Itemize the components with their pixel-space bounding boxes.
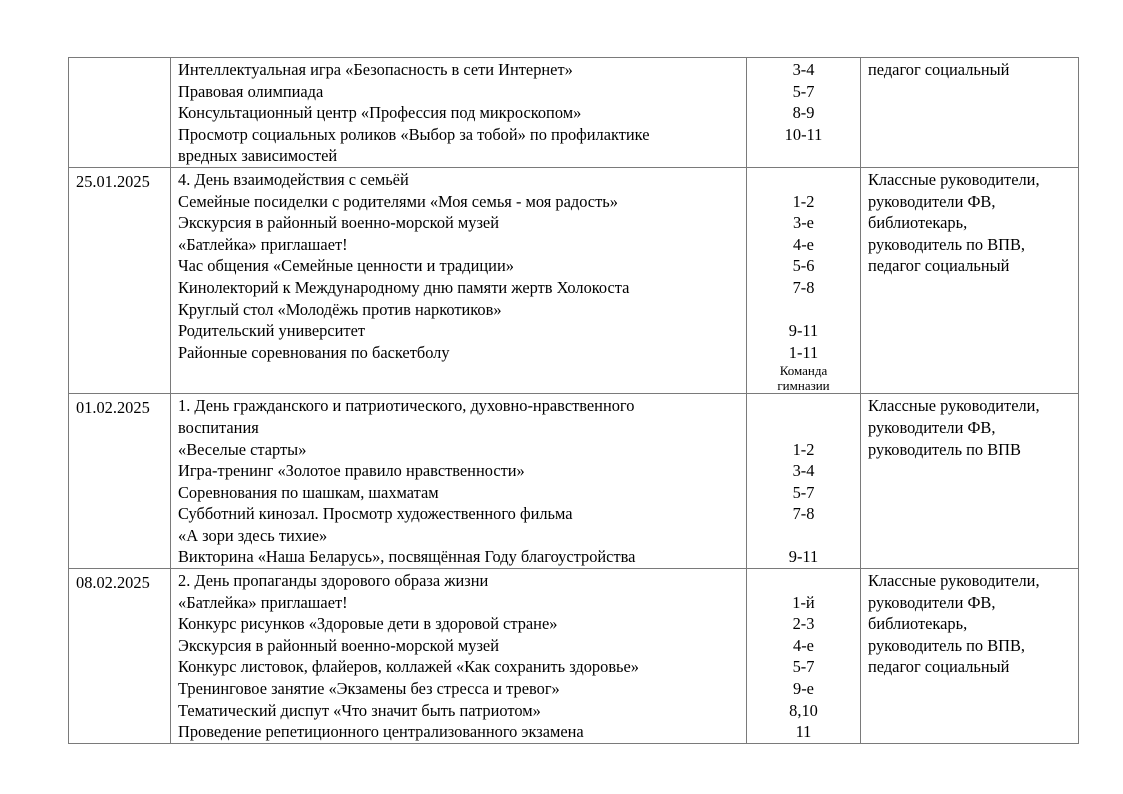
responsible-cell [861,58,1079,168]
class-value: 1-й [792,592,815,612]
event-line: «Батлейка» приглашает! [178,234,348,254]
event-line: «Веселые старты» [178,439,307,459]
class-value: 9-11 [788,321,819,341]
class-value: 5-7 [792,81,815,101]
event-line: Конкурс листовок, флайеров, коллажей «Как сохранить здоровье» [178,657,640,677]
event-line: Проведение репетиционного централизованного экзамена [178,722,584,742]
responsible-cell [861,569,1079,744]
responsible-line: руководители ФВ, [868,417,996,437]
class-value: 5-7 [792,482,815,502]
class-cell [747,394,861,569]
event-line: Родительский университет [178,321,366,341]
responsible-line: педагог социальный [868,256,1010,276]
responsible-cell [861,167,1079,393]
class-value: 2-3 [792,614,815,634]
table-row [69,394,1079,569]
class-value: 10-11 [784,124,823,144]
class-cell [747,167,861,393]
event-line: Консультационный центр «Профессия под микроскопом» [178,103,582,123]
event-line: Просмотр социальных роликов «Выбор за тобой» по профилактике [178,124,650,144]
event-line: 4. День взаимодействия с семьёй [178,169,409,189]
class-cell [747,569,861,744]
date-cell [69,58,171,168]
date-cell: 01.02.2025 [69,394,171,569]
class-value: 8-9 [792,103,815,123]
responsible-line: Классные руководители, [868,396,1040,416]
class-note: Команда [779,363,828,379]
date-cell: 25.01.2025 [69,167,171,393]
event-line: Интеллектуальная игра «Безопасность в сети Интернет» [178,60,573,79]
event-line: Конкурс рисунков «Здоровые дети в здоровой стране» [178,614,558,634]
responsible-line: руководители ФВ, [868,191,996,211]
responsible-line: педагог социальный [868,60,1010,79]
class-value: 1-2 [792,439,815,459]
event-line: Семейные посиделки с родителями «Моя семья - моя радость» [178,191,618,211]
responsible-line: библиотекарь, [868,614,968,634]
event-line: Викторина «Наша Беларусь», посвящённая Году благоустройства [178,547,636,567]
responsible-line: руководители ФВ, [868,592,996,612]
class-value [747,395,860,417]
class-value [747,417,860,439]
event-line: Тематический диспут «Что значит быть патриотом» [178,700,541,720]
class-value [747,169,860,191]
responsible-line: библиотекарь, [868,213,968,233]
event-line: воспитания [178,417,259,437]
class-value [747,525,860,547]
event-line: Кинолекторий к Международному дню памяти жертв Холокоста [178,277,630,297]
responsible-cell [861,394,1079,569]
responsible-line: руководитель по ВПВ, [868,234,1026,254]
event-line: Экскурсия в районный военно-морской музей [178,213,499,233]
date-cell: 08.02.2025 [69,569,171,744]
class-value: 3-4 [792,461,815,481]
responsible-line: Классные руководители, [868,571,1040,591]
class-value: 7-8 [792,504,815,524]
responsible-line: руководитель по ВПВ [868,439,1021,459]
class-value: 9-11 [788,547,819,567]
event-line: вредных зависимостей [178,146,338,166]
event-line: «А зори здесь тихие» [178,525,328,545]
event-line: 2. День пропаганды здорового образа жизни [178,571,489,591]
class-value [747,570,860,592]
class-value: 3-е [793,213,814,233]
event-cell [171,58,747,168]
class-value: 9-е [793,679,814,699]
event-line: 1. День гражданского и патриотического, духовно-нравственного [178,396,635,416]
class-value: 5-6 [792,256,815,276]
schedule-table [68,57,1079,744]
event-line: Соревнования по шашкам, шахматам [178,482,439,502]
table-row [69,569,1079,744]
event-line: Субботний кинозал. Просмотр художественного фильма [178,504,573,524]
event-line: Правовая олимпиада [178,81,324,101]
class-value: 8,10 [789,700,818,720]
responsible-line: Классные руководители, [868,169,1040,189]
class-value: 4-е [793,234,814,254]
event-cell [171,167,747,393]
responsible-line: руководитель по ВПВ, [868,635,1026,655]
table-row [69,58,1079,168]
class-value: 5-7 [792,657,815,677]
responsible-line: педагог социальный [868,657,1010,677]
class-value: 3-4 [792,60,815,79]
event-cell [171,394,747,569]
event-cell [171,569,747,744]
class-value [747,299,860,321]
event-line: Тренинговое занятие «Экзамены без стресса и тревог» [178,679,560,699]
class-value: 11 [795,722,812,742]
class-value: 1-11 [788,342,819,362]
event-line: Круглый стол «Молодёжь против наркотиков» [178,299,502,319]
class-value: 1-2 [792,191,815,211]
event-line: Районные соревнования по баскетболу [178,342,450,362]
class-value: 4-е [793,635,814,655]
class-note: гимназии [777,378,830,394]
table-row [69,167,1079,393]
event-line: Экскурсия в районный военно-морской музей [178,635,499,655]
event-line: Игра-тренинг «Золотое правило нравственности» [178,461,525,481]
schedule-body [69,58,1079,744]
event-line: Час общения «Семейные ценности и традиции» [178,256,514,276]
class-cell [747,58,861,168]
event-line: «Батлейка» приглашает! [178,592,348,612]
class-value: 7-8 [792,277,815,297]
